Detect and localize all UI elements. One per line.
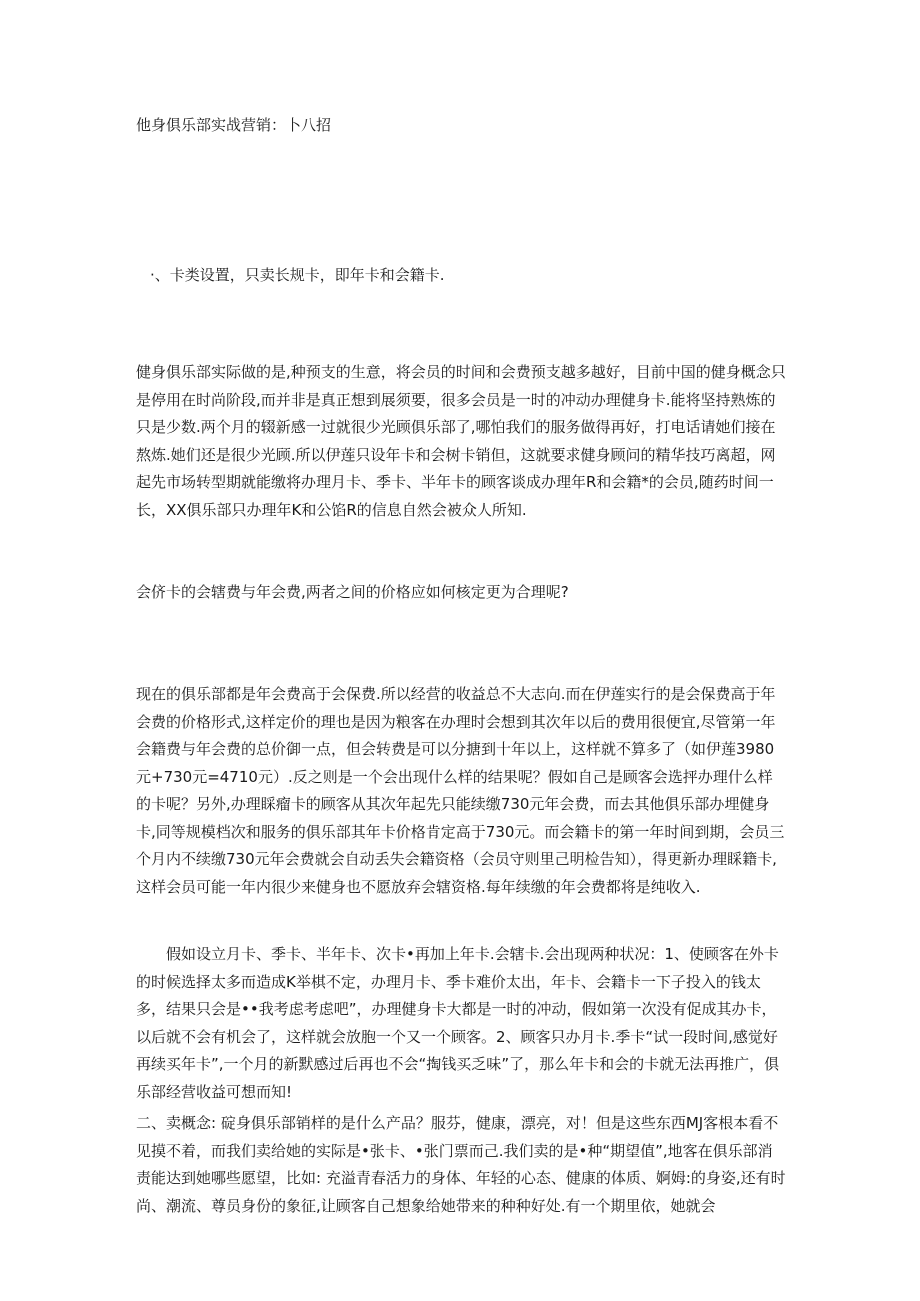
question-pricing: 会侪卡的会辖费与年会费,两者之间的价格应如何核定更为合理呢? <box>136 583 569 601</box>
section-heading-card-types: ·、卡类设置，只卖长规卡，即年卡和会籍卡. <box>150 266 445 284</box>
paragraph-selling-concept: 二、卖概念: 碇身俱乐部销样的是什么产品？服芬，健康，漂亮，对！但是这些东西MJ客根本看不见摸不着，而我们卖给她的实际是•张卡、•张门票而己.我们卖的是•种“期望值”,地客在俱乐部消责能达到她哪些愿望，比如: 充溢青春活力的身体、年轻的心态、健康的体质、婀姆:的身姿,还有时尚、潮流、尊员身份的象征,让顾客自己想象给她带来的种种好处.有一个期里依，她就会 <box>136 1114 786 1215</box>
paragraph-fee-structure: 现在的俱乐部都是年会费高于会保费.所以经营的收益总不大志向.而在伊莲实行的是会保费高于年会费的价格形式,这样定价的理也是因为粮客在办理时会想到其次年以后的费用很便宜,尽管第一年会籍费与年会费的总价御一点，但会转费是可以分搪到十年以上，这样就不算多了（如伊莲3980元+730元=4710元）.反之则是一个会出现什么样的结果呢？假如自己是顾客会选抨办理什么样的卡呢？另外,办理睬瘤卡的顾客从其次年起先只能续缴730元年会费，而去其他俱乐部办埋健身卡,同等规模档次和服务的俱乐部其年卡价格肯定高于730元。而会籍卡的第一年时间到期，会员三个月内不续缴730元年会费就会自动丢失会籍资格（会员守则里己明检告知），得更新办理睬籍卡,这样会员可能一年内很少来健身也不愿放弃会辖资格.每年续缴的年会费都将是纯收入. <box>136 685 785 896</box>
document-title: 他身俱乐部实战营销：卜八招 <box>136 116 332 134</box>
paragraph-card-options: 假如设立月卡、季卡、半年卡、次卡•再加上年卡.会辖卡.会出现两种状况：1、使顾客在外卡的时候选择太多而造成K举棋不定，办理月卡、季卡难价太出，年卡、会籍卡一下子投入的钱太多，结果只会是••我考虑考虑吧”，办理健身卡大都是一时的冲动，假如第一次没有促成其办卡，以后就不会有机会了，这样就会放胞一个又一个顾客。2、顾客只办月卡.季卡“试一段时间,感觉好再续买年卡”,一个月的新默感过后再也不会“掏钱买乏味”了，那么年卡和会的卡就无法再推广，俱乐部经营收益可想而知! <box>136 945 780 1101</box>
paragraph-prepaid-business: 健身俱乐部实际做的是,种预支的生意，将会员的时间和会费预支越多越好，目前中国的健身概念只是停用在时尚阶段,而并非是真正想到展须要，很多会员是一时的冲动办理健身卡.能将坚持熟炼的只是少数.两个月的辍新感一过就很少光顾俱乐部了,哪怕我们的服务做得再好，打电话请她们接在熬炼.她们还是很少光顾.所以伊莲只设年卡和会树卡销但，这就要求健身顾问的精华技巧离超，网起先市场转型期就能缴将办理月卡、季卡、半年卡的顾客谈成办理年R和会籍*的会员,随药时间一长，XX俱乐部只办理年K和公馅R的信息自然会被众人所知. <box>136 363 786 519</box>
